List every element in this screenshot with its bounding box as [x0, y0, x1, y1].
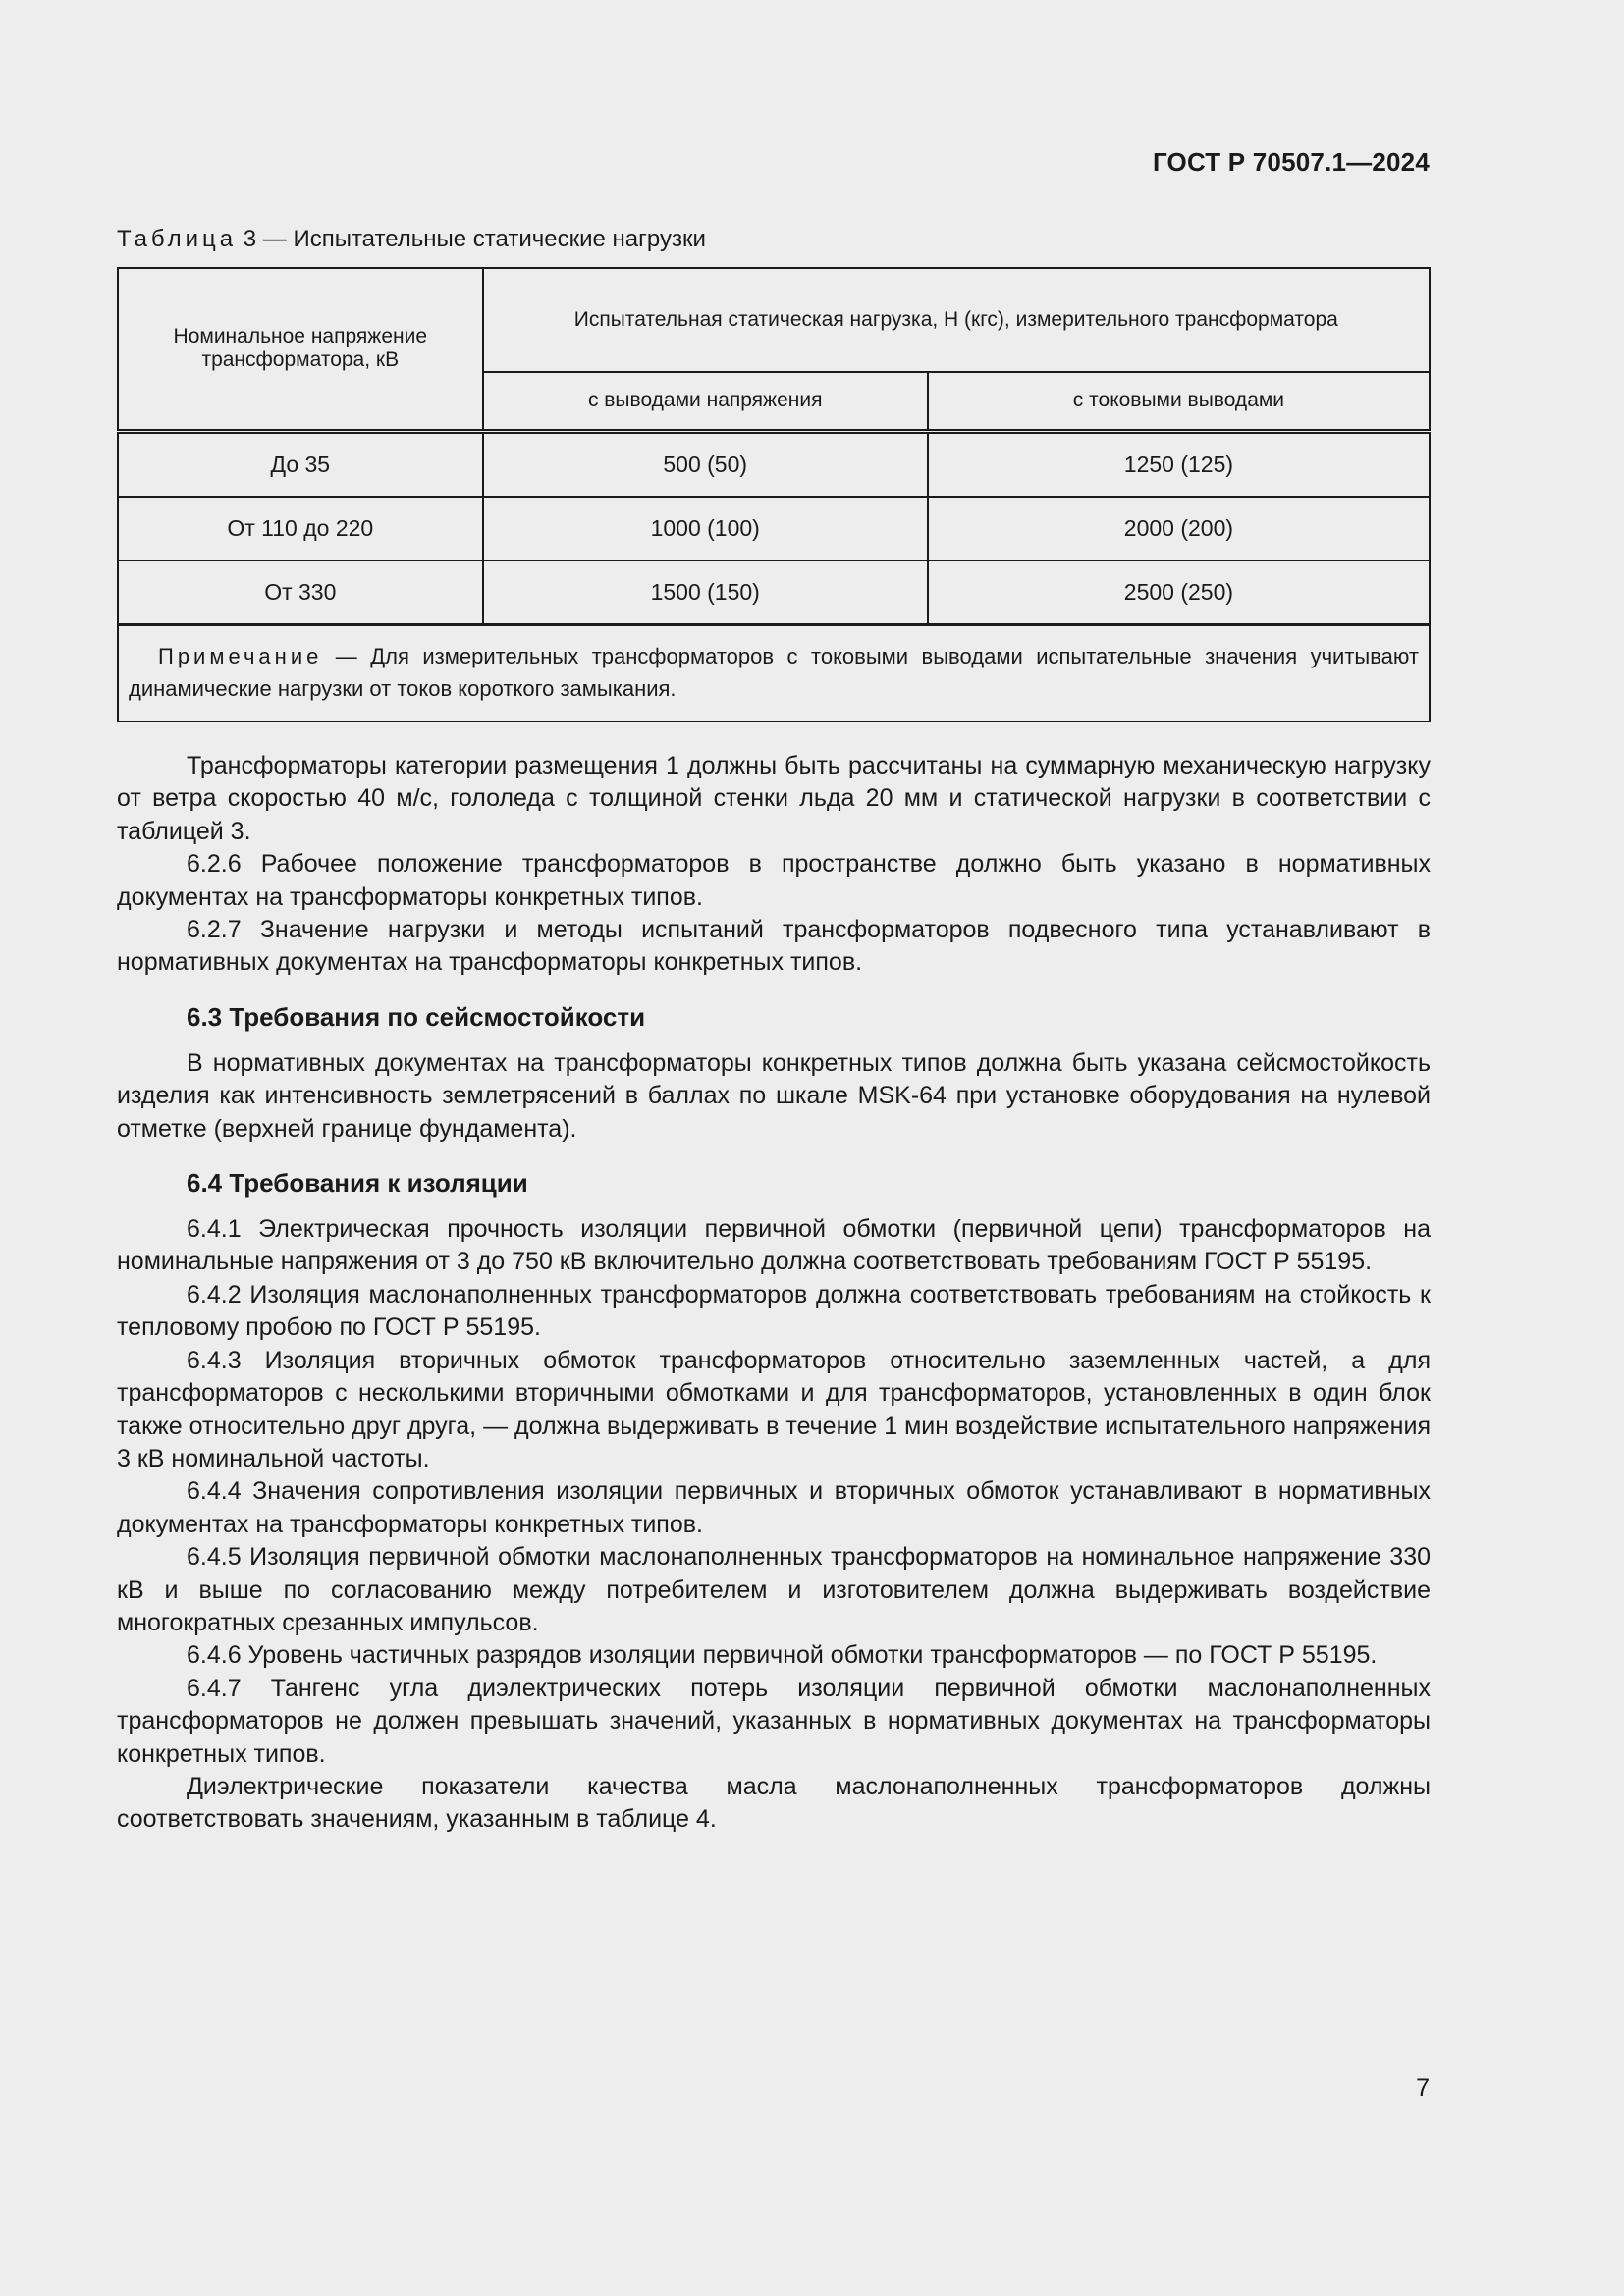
- table-caption-title: 3 — Испытательные статические нагрузки: [237, 226, 706, 252]
- paragraph-6-4-2: 6.4.2 Изоляция маслонаполненных трансформаторов должна соответствовать требованиям на стойкость к тепловому пробою по ГОСТ Р 55195.: [117, 1280, 1431, 1342]
- cell-current-leads: 2000 (200): [928, 497, 1430, 561]
- paragraph-6-2-6: 6.2.6 Рабочее положение трансформаторов в пространстве должно быть указано в нормативных документах на трансформаторы конкретных типов.: [117, 850, 1431, 911]
- document-id: ГОСТ Р 70507.1—2024: [1152, 147, 1430, 177]
- table-row: [118, 431, 1430, 497]
- heading-6-4: 6.4 Требования к изоляции: [187, 1168, 528, 1199]
- paragraph-6-3: В нормативных документах на трансформаторы конкретных типов должна быть указана сейсмостойкость изделия как интенсивность землетрясений в баллах по шкале MSK-64 при установке оборудования на нулевой отметке (верхней границе фундамента).: [117, 1048, 1431, 1143]
- header-voltage-leads: с выводами напряжения: [483, 372, 928, 431]
- cell-current-leads: 2500 (250): [928, 561, 1430, 625]
- cell-voltage: От 330: [118, 561, 483, 625]
- table-note-word: Примечание: [158, 643, 323, 668]
- cell-current-leads: 1250 (125): [928, 431, 1430, 497]
- paragraph-wind-load: Трансформаторы категории размещения 1 должны быть рассчитаны на суммарную механическую нагрузку от ветра скоростью 40 м/с, гололеда с толщиной стенки льда 20 мм и статической нагрузки в соответствии с таблицей 3.: [117, 752, 1431, 845]
- table-row: [118, 561, 1430, 625]
- table-caption: [117, 226, 706, 253]
- page-number: 7: [1416, 2074, 1430, 2102]
- document-body: [117, 750, 1431, 1837]
- table-row: [118, 497, 1430, 561]
- paragraph-6-4-4: 6.4.4 Значения сопротивления изоляции первичных и вторичных обмоток устанавливают в нормативных документах на трансформаторы конкретных типов.: [117, 1477, 1431, 1538]
- paragraph-6-4-6: 6.4.6 Уровень частичных разрядов изоляции первичной обмотки трансформаторов — по ГОСТ Р 55195.: [187, 1641, 1378, 1670]
- table-note-text: — Для измерительных трансформаторов с токовыми выводами испытательные значения учитывают динамические нагрузки от токов короткого замыкания.: [129, 643, 1419, 701]
- paragraph-6-2-7: 6.2.7 Значение нагрузки и методы испытаний трансформаторов подвесного типа устанавливают в нормативных документах на трансформаторы конкретных типов.: [117, 916, 1431, 977]
- paragraph-oil-quality: Диэлектрические показатели качества масла маслонаполненных трансформаторов должны соответствовать значениям, указанным в таблице 4.: [117, 1772, 1431, 1834]
- paragraph-6-4-7: 6.4.7 Тангенс угла диэлектрических потерь изоляции первичной обмотки маслонаполненных трансформаторов не должен превышать значений, указанных в нормативных документах на трансформаторы конкретных типов.: [117, 1674, 1431, 1768]
- table-caption-word: Таблица: [117, 226, 238, 252]
- header-load-group: Испытательная статическая нагрузка, Н (кгс), измерительного трансформатора: [483, 268, 1430, 372]
- cell-voltage-leads: 1500 (150): [483, 561, 928, 625]
- table-note-row: [118, 624, 1430, 721]
- heading-6-3: 6.3 Требования по сейсмостойкости: [187, 1001, 646, 1032]
- table-note: [118, 624, 1430, 721]
- cell-voltage-leads: 500 (50): [483, 431, 928, 497]
- cell-voltage: От 110 до 220: [118, 497, 483, 561]
- paragraph-6-4-3: 6.4.3 Изоляция вторичных обмоток трансформаторов относительно заземленных частей, а для трансформаторов с несколькими вторичными обмотками и для трансформаторов, установленных в один блок также относительно друг друга, — должна выдерживать в течение 1 мин воздействие испытательного напряжения 3 кВ номинальной частоты.: [117, 1346, 1431, 1472]
- paragraph-6-4-5: 6.4.5 Изоляция первичной обмотки маслонаполненных трансформаторов на номинальное напряжение 330 кВ и выше по согласованию между потребителем и изготовителем должна выдерживать воздействие многократных срезанных импульсов.: [117, 1543, 1431, 1636]
- cell-voltage: До 35: [118, 431, 483, 497]
- header-current-leads: с токовыми выводами: [928, 372, 1430, 431]
- paragraph-6-4-1: 6.4.1 Электрическая прочность изоляции первичной обмотки (первичной цепи) трансформаторов на номинальные напряжения от 3 до 750 кВ включительно должна соответствовать требованиям ГОСТ Р 55195.: [117, 1215, 1431, 1276]
- header-voltage: Номинальное напряжение трансформатора, кВ: [118, 268, 483, 431]
- static-loads-table: [117, 267, 1431, 722]
- cell-voltage-leads: 1000 (100): [483, 497, 928, 561]
